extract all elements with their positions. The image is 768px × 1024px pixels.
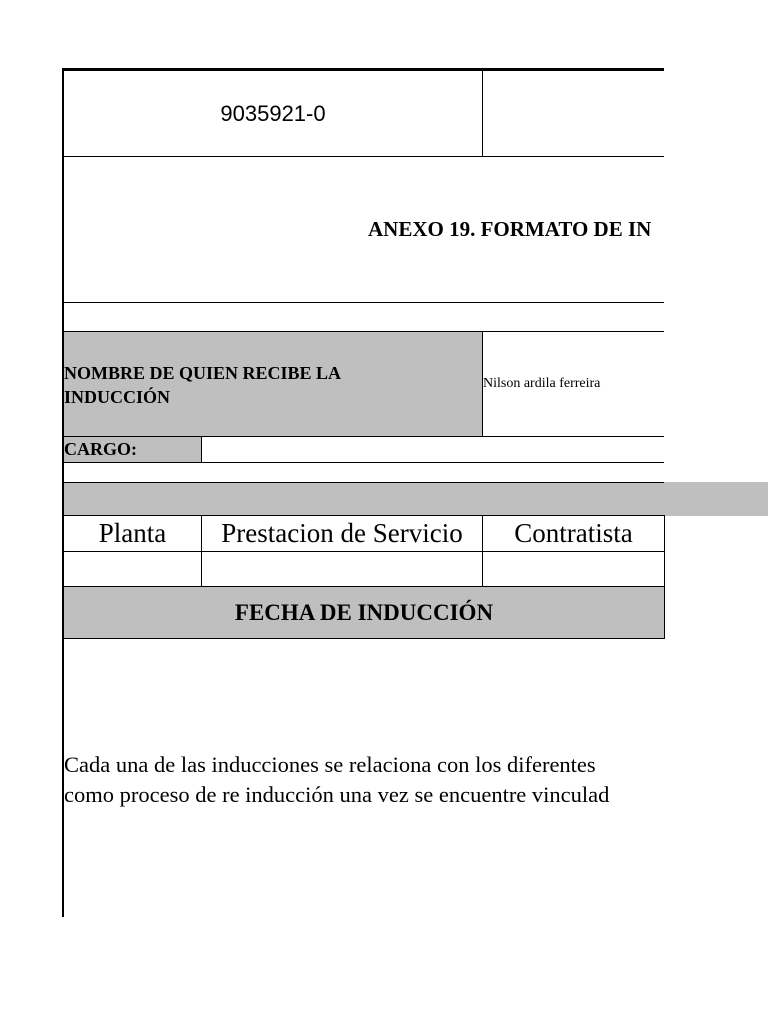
document-title	[368, 206, 664, 252]
document-title-text: ANEXO 19. FORMATO DE IN	[368, 216, 652, 241]
employment-type-contratista: Contratista	[514, 518, 633, 548]
grid-line	[664, 515, 665, 639]
paragraph-line-2: como proceso de re inducción una vez se encuentre vinculad	[64, 782, 610, 807]
employment-check-contratista[interactable]	[483, 552, 664, 586]
receiver-name[interactable]: Nilson ardila ferreira	[483, 376, 601, 391]
employment-type-planta: Planta	[98, 518, 167, 548]
document-code: 9035921-0	[220, 100, 326, 126]
employment-check-planta[interactable]	[64, 552, 201, 586]
cargo-value[interactable]	[202, 437, 664, 462]
receiver-label-line2: INDUCCIÓN	[64, 387, 171, 407]
separator-band	[63, 482, 768, 516]
grid-line	[63, 638, 664, 639]
induction-date-label: FECHA DE INDUCCIÓN	[234, 599, 494, 625]
receiver-label-line1: NOMBRE DE QUIEN RECIBE LA	[64, 363, 342, 383]
grid-line	[63, 462, 664, 463]
employment-check-prestacion[interactable]	[202, 552, 482, 586]
employment-type-prestacion: Prestacion de Servicio	[221, 518, 463, 548]
receiver-label	[64, 361, 480, 409]
grid-line	[63, 482, 664, 483]
cargo-label: CARGO:	[64, 439, 137, 459]
grid-line	[63, 302, 664, 303]
grid-line	[482, 70, 483, 156]
grid-line	[63, 156, 664, 157]
paragraph-line-1: Cada una de las inducciones se relaciona con los diferentes	[64, 752, 596, 777]
